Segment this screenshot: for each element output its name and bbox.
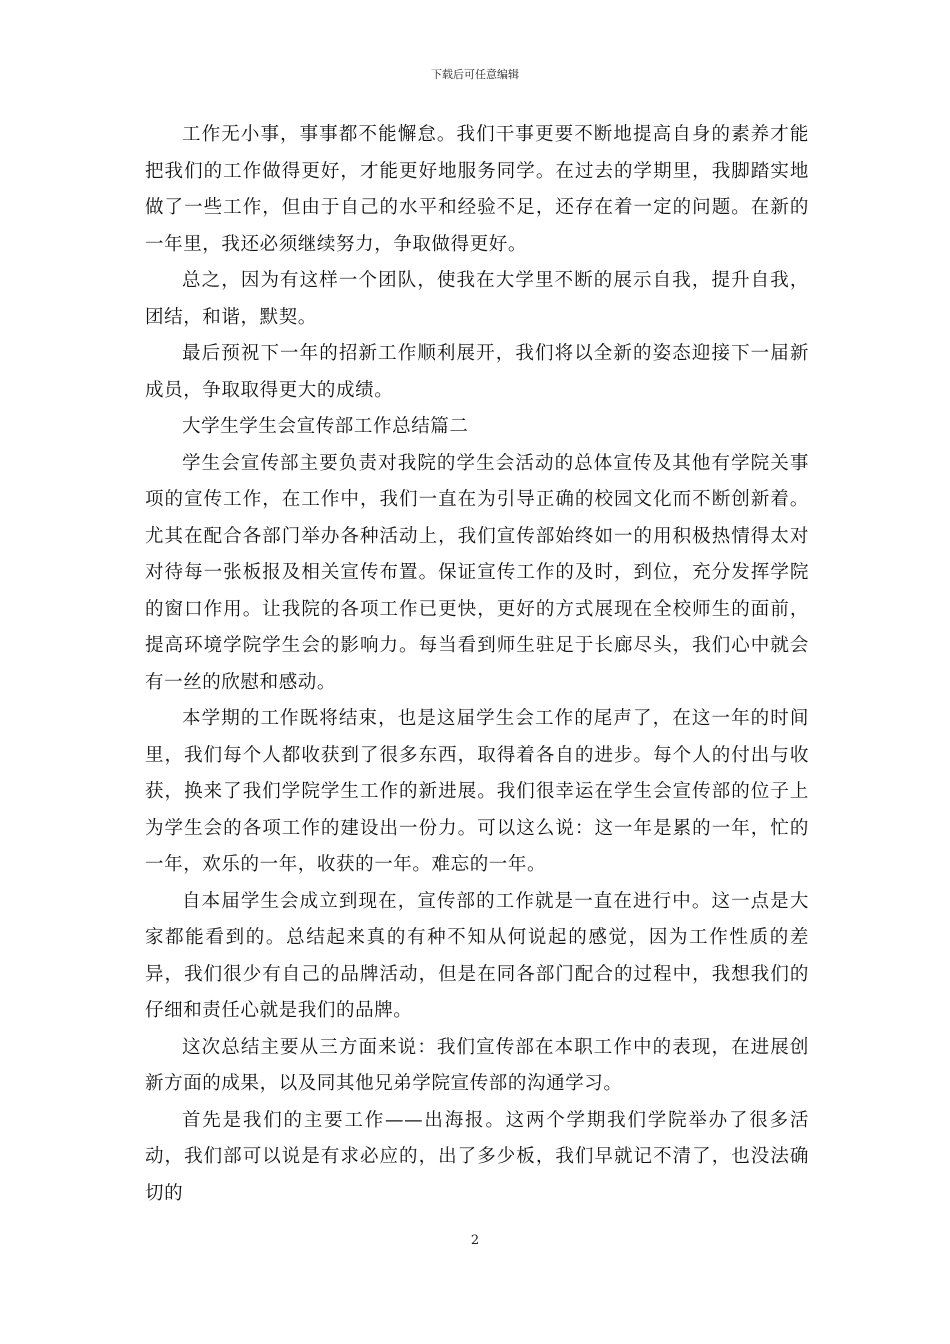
paragraph-ongoing-work: 自本届学生会成立到现在，宣传部的工作就是一直在进行中。这一点是大家都能看到的。总结起来真的有种不知从何说起的感觉，因为工作性质的差异，我们很少有自己的品牌活动，但是在同各部门配合的过程中，我想我们的仔细和责任心就是我们的品牌。 [145, 890, 809, 1021]
paragraph-department-role: 学生会宣传部主要负责对我院的学生会活动的总体宣传及其他有学院关事项的宣传工作，在工作中，我们一直在为引导正确的校园文化而不断创新着。尤其在配合各部门举办各种活动上，我们宣传部始终如一的用积极热情得太对对待每一张板报及相关宣传布置。保证宣传工作的及时，到位，充分发挥学院的窗口作用。让我院的各项工作已更快，更好的方式展现在全校师生的面前，提高环境学院学生会的影响力。每当看到师生驻足于长廊尽头，我们心中就会有一丝的欣慰和感动。 [145, 452, 809, 693]
paragraph-posters: 首先是我们的主要工作——出海报。这两个学期我们学院举办了很多活动，我们部可以说是有求必应的，出了多少板，我们早就记不清了，也没法确切的 [145, 1109, 809, 1204]
paragraph-three-aspects: 这次总结主要从三方面来说：我们宣传部在本职工作中的表现，在进展创新方面的成果，以及同其他兄弟学院宣传部的沟通学习。 [145, 1036, 809, 1094]
page-header: 下载后可任意编辑 [431, 68, 519, 81]
paragraph-semester-end: 本学期的工作既将结束，也是这届学生会工作的尾声了，在这一年的时间里，我们每个人都收获到了很多东西，取得着各自的进步。每个人的付出与收获，换来了我们学院学生工作的新进展。我们很幸运在学生会宣传部的位子上为学生会的各项工作的建设出一份力。可以这么说：这一年是累的一年，忙的一年，欢乐的一年，收获的一年。难忘的一年。 [145, 708, 809, 875]
paragraph-closing: 最后预祝下一年的招新工作顺利展开，我们将以全新的姿态迎接下一届新成员，争取取得更大的成绩。 [145, 343, 809, 401]
page-number: 2 [470, 1233, 480, 1248]
paragraph-summary: 总之，因为有这样一个团队，使我在大学里不断的展示自我，提升自我，团结，和谐，默契。 [145, 270, 809, 328]
section-title: 大学生学生会宣传部工作总结篇二 [182, 416, 469, 437]
document-body [145, 117, 809, 1212]
paragraph-intro: 工作无小事，事事都不能懈怠。我们干事更要不断地提高自身的素养才能把我们的工作做得更好，才能更好地服务同学。在过去的学期里，我脚踏实地做了一些工作，但由于自己的水平和经验不足，还存在着一定的问题。在新的一年里，我还必须继续努力，争取做得更好。 [145, 124, 809, 255]
